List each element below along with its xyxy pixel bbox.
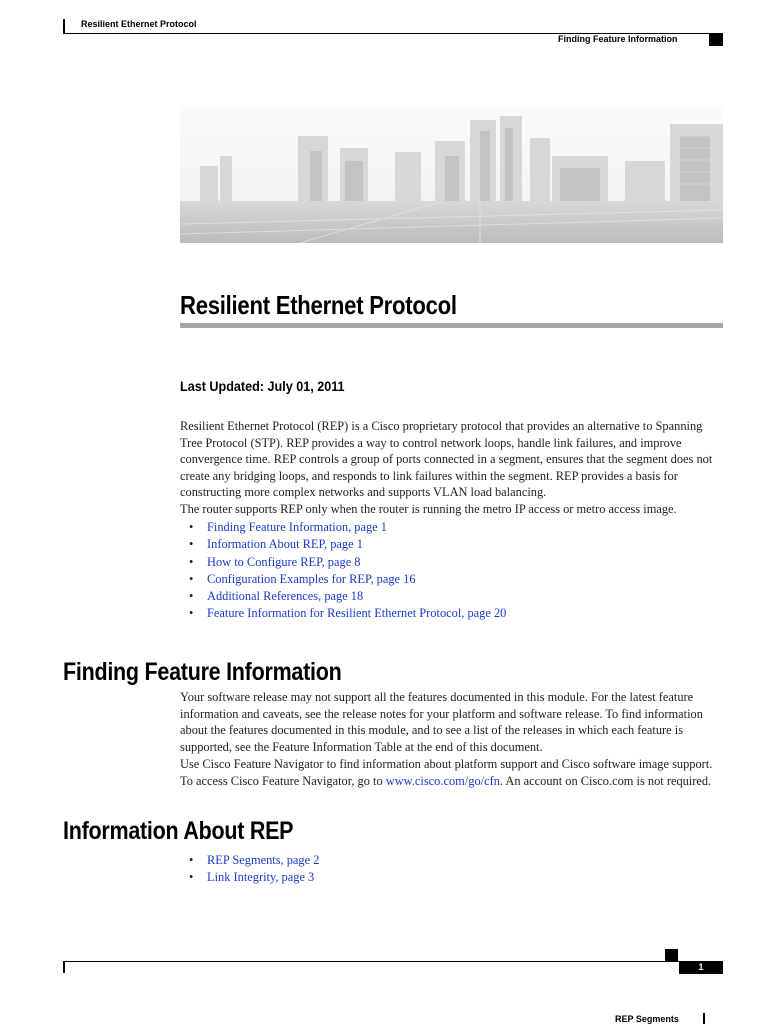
list-item [180, 571, 740, 588]
text-line: supported, see the Feature Information Table at the end of this document. [180, 739, 543, 754]
toc-link-configuration-examples[interactable]: Configuration Examples for REP, page 16 [207, 571, 416, 586]
banner-image [180, 106, 723, 243]
bullet-icon: • [189, 870, 194, 885]
text-line: about the features documented in this module, and to see a list of the releases in which each feature is [180, 723, 684, 737]
list-item [180, 519, 740, 536]
bullet-icon: • [189, 537, 194, 552]
link-link-integrity[interactable]: Link Integrity, page 3 [207, 870, 315, 885]
toc-link-information-about-rep[interactable]: Information About REP, page 1 [207, 537, 363, 552]
info-list [180, 852, 740, 887]
list-item [180, 588, 740, 605]
list-item [180, 554, 740, 571]
bullet-icon: • [189, 554, 194, 569]
intro-paragraph-2: The router supports REP only when the router is running the metro IP access or metro access image. [180, 502, 677, 516]
bullet-icon: • [189, 571, 194, 586]
text-line: convergence time. REP controls a group of ports connected in a segment, ensures that the segment does not [180, 452, 713, 466]
bullet-icon: • [189, 606, 194, 621]
running-header-right: Finding Feature Information [558, 34, 678, 44]
intro-paragraph [180, 418, 740, 501]
header-left-tick [63, 19, 65, 34]
bullet-icon: • [189, 589, 194, 604]
finding-paragraph-2 [180, 756, 740, 789]
bullet-icon: • [189, 853, 194, 867]
footer-left-tick [63, 961, 65, 973]
text-segment: . An account on Cisco.com is not required. [499, 773, 712, 788]
text-line: Use Cisco Feature Navigator to find information about platform support and Cisco software image support. [180, 757, 713, 771]
finding-paragraph-1 [180, 689, 740, 755]
text-line: Tree Protocol (STP). REP provides a way to control network loops, handle link failures, and improve [180, 435, 682, 450]
header-black-block [709, 33, 723, 46]
toc-list [180, 519, 740, 623]
text-line: information and caveats, see the release notes for your platform and software release. To find information [180, 706, 703, 721]
toc-link-how-to-configure-rep[interactable]: How to Configure REP, page 8 [207, 554, 361, 569]
section-heading-finding-feature-information: Finding Feature Information [63, 658, 342, 686]
next-page-header: REP Segments [615, 1014, 679, 1024]
cisco-feature-navigator-link[interactable]: www.cisco.com/go/cfn [385, 773, 500, 788]
text-line: Your software release may not support all the features documented in this module. For the latest feature [180, 690, 694, 704]
text-line: Resilient Ethernet Protocol (REP) is a Cisco proprietary protocol that provides an alternative to Spanning [180, 419, 703, 433]
document-title: Resilient Ethernet Protocol [180, 290, 457, 320]
text-line: constructing more complex networks and supports VLAN load balancing. [180, 485, 547, 499]
text-line: create any bridging loops, and responds to link failures within the segment. REP provides a basis for [180, 468, 678, 483]
link-rep-segments[interactable]: REP Segments, page 2 [207, 853, 320, 867]
next-page-header-tick [703, 1013, 705, 1024]
text-line [180, 773, 740, 790]
list-item [180, 605, 740, 622]
text-segment: To access Cisco Feature Navigator, go to [180, 773, 386, 788]
section-heading-information-about-rep: Information About REP [63, 817, 294, 845]
title-rule [180, 323, 723, 328]
toc-link-finding-feature-information[interactable]: Finding Feature Information, page 1 [207, 520, 387, 534]
list-item [180, 536, 740, 553]
bullet-icon: • [189, 520, 194, 534]
list-item [180, 852, 740, 869]
footer-rule [63, 961, 723, 962]
toc-link-feature-information[interactable]: Feature Information for Resilient Ethernet Protocol, page 20 [207, 606, 507, 621]
page-number: 1 [698, 962, 704, 972]
last-updated: Last Updated: July 01, 2011 [180, 378, 345, 394]
list-item [180, 869, 740, 886]
running-header-left: Resilient Ethernet Protocol [81, 19, 197, 29]
toc-link-additional-references[interactable]: Additional References, page 18 [207, 589, 364, 604]
